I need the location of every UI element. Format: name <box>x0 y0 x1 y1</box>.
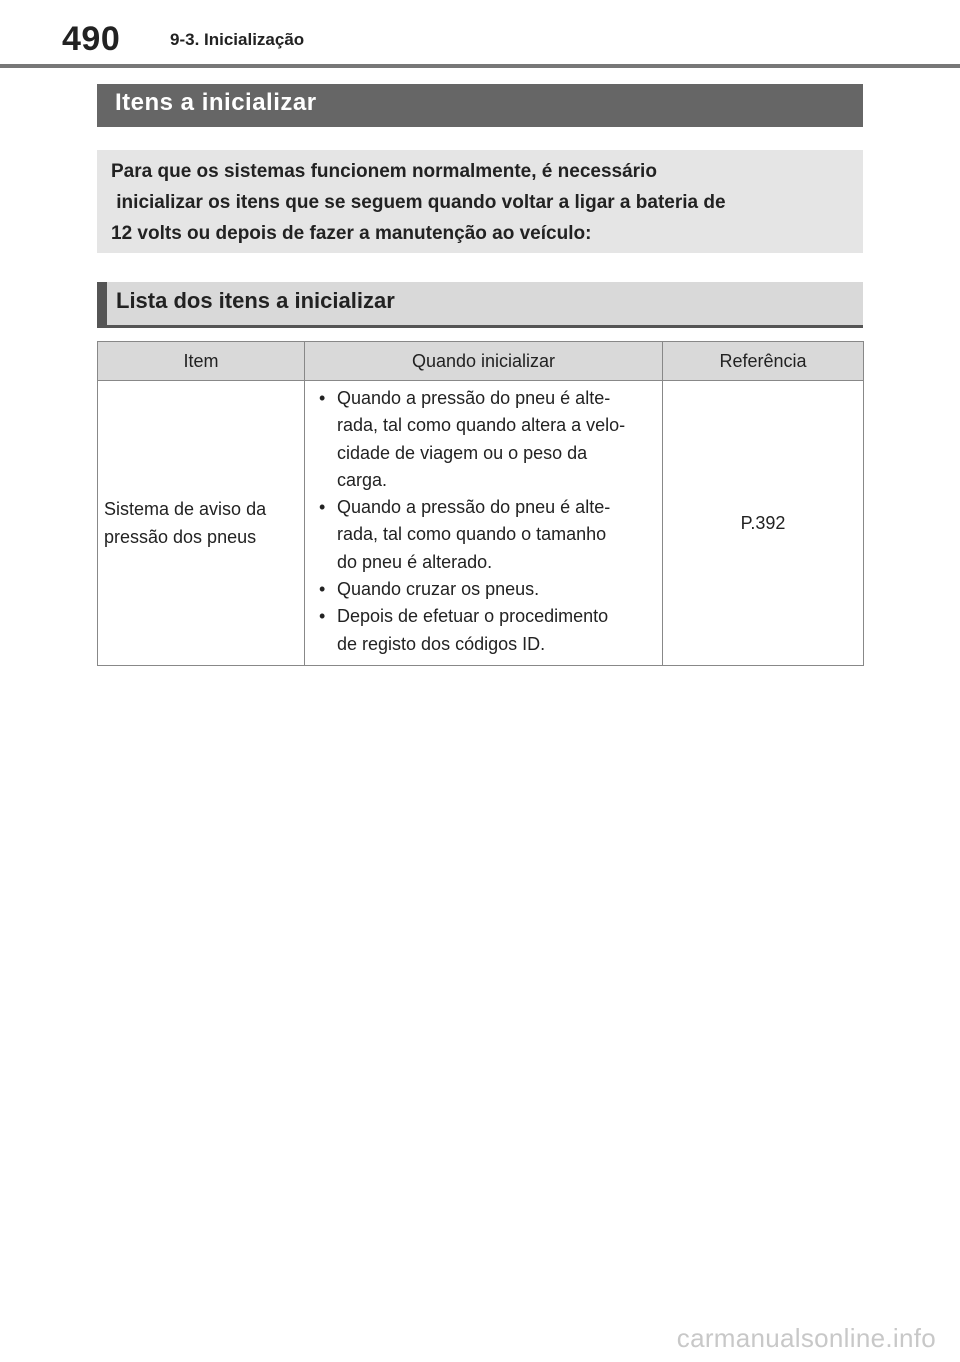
when-line: carga. <box>337 469 388 490</box>
when-line: rada, tal como quando o tamanho <box>337 524 607 545</box>
column-header-when: Quando inicializar <box>305 342 663 381</box>
items-table <box>97 341 864 666</box>
intro-line-3: 12 volts ou depois de fazer a manutenção ao veículo: <box>111 223 592 244</box>
column-header-item: Item <box>98 342 305 381</box>
reference-link[interactable]: P.392 <box>663 381 864 666</box>
when-line: • Quando a pressão do pneu é alte- <box>337 497 611 518</box>
column-header-reference: Referência <box>663 342 864 381</box>
intro-line-1: Para que os sistemas funcionem normalmente, é necessário <box>111 161 657 182</box>
subsection-title: Lista dos itens a inicializar <box>97 282 863 328</box>
when-line: • Quando a pressão do pneu é alte- <box>337 388 611 408</box>
item-line: Sistema de aviso da <box>104 499 267 519</box>
when-list-item <box>313 576 658 603</box>
page-number: 490 <box>62 20 121 58</box>
section-title: Itens a inicializar <box>97 84 863 127</box>
intro-box <box>97 150 863 253</box>
table-header-row <box>98 342 864 381</box>
intro-line-2: inicializar os itens que se seguem quando voltar a ligar a bateria de <box>111 192 726 213</box>
chapter-title: 9-3. Inicialização <box>170 30 305 49</box>
when-line: cidade de viagem ou o peso da <box>337 442 588 463</box>
when-line: • Quando cruzar os pneus. <box>337 579 540 600</box>
when-line: de registo dos códigos ID. <box>337 633 546 654</box>
when-list-item <box>313 494 658 576</box>
item-line: pressão dos pneus <box>104 527 257 547</box>
table-row <box>98 381 864 666</box>
when-list-item <box>313 385 658 494</box>
when-line: • Depois de efetuar o procedimento <box>337 606 609 627</box>
header-divider <box>0 64 960 68</box>
when-line: rada, tal como quando altera a velo- <box>337 415 626 436</box>
when-line: do pneu é alterado. <box>337 551 493 572</box>
watermark: carmanualsonline.info <box>676 1323 936 1353</box>
when-list-item <box>313 603 658 658</box>
when-list <box>313 385 658 658</box>
item-cell <box>98 381 305 666</box>
when-cell <box>305 381 663 666</box>
